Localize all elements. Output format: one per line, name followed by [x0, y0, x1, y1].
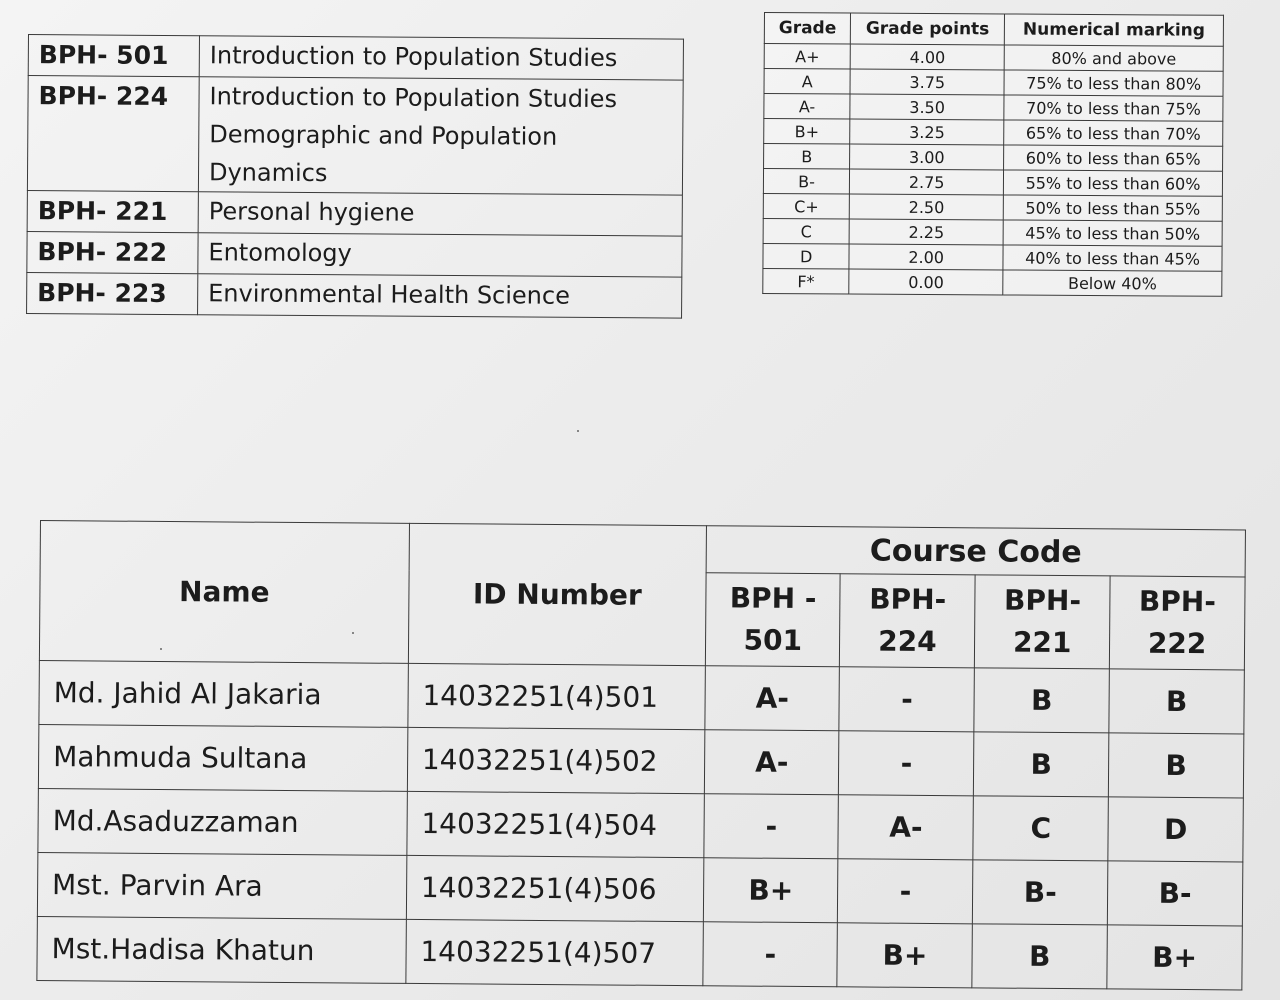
- numerical-marking: 70% to less than 75%: [1004, 95, 1223, 121]
- grade-scale-row: [764, 144, 1223, 172]
- course-title: [198, 233, 682, 277]
- numerical-marking: 55% to less than 60%: [1004, 170, 1223, 196]
- course-code-column-header: [1109, 576, 1245, 670]
- numerical-marking: 45% to less than 50%: [1003, 220, 1222, 246]
- course-code-part: BPH-: [869, 582, 947, 617]
- course-code: BPH- 222: [27, 231, 198, 273]
- grade-scale-table: [762, 12, 1224, 297]
- student-row: [37, 916, 1242, 989]
- course-grade: B-: [973, 860, 1108, 925]
- course-grade: B: [1109, 669, 1244, 734]
- speck: [160, 648, 162, 650]
- course-title-line: Entomology: [208, 238, 352, 268]
- grade-scale-row: [763, 169, 1222, 197]
- student-row: [38, 724, 1243, 797]
- student-name: Md.Asaduzzaman: [38, 788, 407, 855]
- course-title-line: Demographic and Population: [209, 120, 558, 151]
- numerical-marking: Below 40%: [1003, 270, 1222, 296]
- grade-scale-row: [763, 268, 1222, 296]
- course-grade: B: [972, 924, 1107, 989]
- grade-letter: B: [764, 144, 850, 170]
- course-code-part: 221: [1012, 625, 1072, 660]
- grade-points: 3.75: [850, 69, 1004, 95]
- grade-points: 2.50: [850, 194, 1004, 220]
- grade-scale-body: [763, 44, 1224, 297]
- course-code: BPH- 224: [27, 76, 199, 192]
- grade-letter: B-: [763, 169, 849, 195]
- grade-points: 3.25: [850, 119, 1004, 145]
- grade-letter: C: [763, 218, 849, 244]
- course-title-line: Introduction to Population Studies: [209, 41, 618, 73]
- course-grade: B+: [1107, 925, 1242, 990]
- grade-header: Grade: [764, 13, 850, 45]
- course-grade: -: [839, 667, 974, 732]
- course-code: BPH- 501: [28, 35, 199, 77]
- student-id: 14032251(4)507: [406, 919, 704, 985]
- course-title: [198, 77, 683, 195]
- course-title-line: Environmental Health Science: [208, 279, 571, 310]
- course-row: [27, 231, 682, 277]
- speck: [577, 430, 579, 432]
- numerical-marking: 65% to less than 70%: [1004, 120, 1223, 146]
- grade-points-header: Grade points: [851, 13, 1005, 45]
- course-title-line: Dynamics: [208, 158, 328, 188]
- grade-letter: D: [763, 243, 849, 269]
- grade-letter: A: [764, 69, 850, 95]
- course-code-column-header: [975, 575, 1111, 669]
- numerical-marking-header: Numerical marking: [1004, 14, 1223, 46]
- course-grade: B+: [837, 923, 972, 988]
- grade-points: 3.50: [850, 94, 1004, 120]
- results-table: [36, 520, 1246, 990]
- student-row: [37, 852, 1242, 925]
- course-grade: A-: [705, 666, 840, 731]
- course-grade: B-: [1107, 861, 1242, 926]
- grade-scale-row: [763, 243, 1222, 271]
- grade-scale-row: [764, 44, 1223, 72]
- grade-points: 3.00: [850, 144, 1004, 170]
- numerical-marking: 50% to less than 55%: [1003, 195, 1222, 221]
- id-number-header: ID Number: [408, 523, 706, 665]
- grade-points: 2.00: [849, 244, 1003, 270]
- student-id: 14032251(4)506: [406, 855, 704, 921]
- grade-scale-row: [763, 193, 1222, 221]
- course-grade: B: [1108, 733, 1243, 798]
- course-list-table: [26, 34, 684, 319]
- course-title-line: Personal hygiene: [208, 197, 415, 227]
- course-grade: C: [973, 796, 1108, 861]
- grade-scale-row: [763, 218, 1222, 246]
- grade-letter: B+: [764, 119, 850, 145]
- numerical-marking: 75% to less than 80%: [1004, 70, 1223, 96]
- course-grade: -: [703, 922, 838, 987]
- course-code-part: 501: [743, 623, 803, 657]
- course-title-line: Introduction to Population Studies: [209, 82, 618, 114]
- grade-points: 0.00: [849, 269, 1003, 295]
- course-grade: -: [704, 794, 839, 859]
- results-header-row: [40, 521, 1245, 577]
- course-grade: -: [839, 731, 974, 796]
- course-grade: B: [974, 732, 1109, 797]
- student-row: [38, 788, 1243, 861]
- course-grade: A-: [704, 730, 839, 795]
- course-row: [28, 35, 683, 81]
- name-header: Name: [39, 521, 409, 664]
- grade-scale-row: [764, 119, 1223, 147]
- grade-points: 2.75: [850, 169, 1004, 195]
- course-code: BPH- 223: [27, 272, 198, 314]
- grade-scale-row: [764, 94, 1223, 122]
- grade-letter: A-: [764, 94, 850, 120]
- grade-points: 2.25: [849, 219, 1003, 245]
- course-row: [27, 272, 682, 318]
- results-body: [37, 660, 1244, 989]
- course-code-column-header: [840, 574, 976, 668]
- speck: [352, 632, 354, 634]
- course-code-part: BPH-: [1138, 584, 1217, 619]
- grade-scale-row: [764, 69, 1223, 97]
- course-row: [27, 76, 683, 196]
- numerical-marking: 60% to less than 65%: [1004, 145, 1223, 171]
- student-name: Mst.Hadisa Khatun: [37, 916, 406, 983]
- student-name: Md. Jahid Al Jakaria: [39, 660, 408, 727]
- course-list-body: [27, 35, 684, 319]
- student-name: Mahmuda Sultana: [38, 724, 407, 791]
- numerical-marking: 40% to less than 45%: [1003, 245, 1222, 271]
- course-code-part: BPH-: [1003, 583, 1082, 618]
- course-code: BPH- 221: [27, 190, 198, 232]
- course-title: [199, 36, 683, 80]
- course-title: [198, 192, 682, 236]
- student-id: 14032251(4)504: [407, 791, 705, 857]
- course-title: [198, 274, 682, 318]
- student-id: 14032251(4)501: [408, 663, 706, 729]
- grade-points: 4.00: [850, 44, 1004, 70]
- grade-letter: C+: [763, 193, 849, 219]
- student-name: Mst. Parvin Ara: [37, 852, 406, 919]
- grade-letter: A+: [764, 44, 850, 70]
- course-code-part: 224: [878, 624, 937, 659]
- grade-scale-header-row: [764, 13, 1223, 47]
- course-code-header: Course Code: [706, 526, 1245, 577]
- course-grade: A-: [838, 795, 973, 860]
- course-grade: B+: [703, 858, 838, 923]
- course-grade: B: [974, 668, 1109, 733]
- course-row: [27, 190, 682, 236]
- course-code-part: 222: [1147, 626, 1207, 661]
- student-row: [39, 660, 1244, 733]
- course-grade: -: [838, 859, 973, 924]
- course-code-column-header: [705, 573, 840, 667]
- course-grade: D: [1108, 797, 1243, 862]
- numerical-marking: 80% and above: [1004, 45, 1223, 71]
- student-id: 14032251(4)502: [407, 727, 705, 793]
- course-code-part: BPH -: [729, 581, 817, 616]
- grade-letter: F*: [763, 268, 849, 294]
